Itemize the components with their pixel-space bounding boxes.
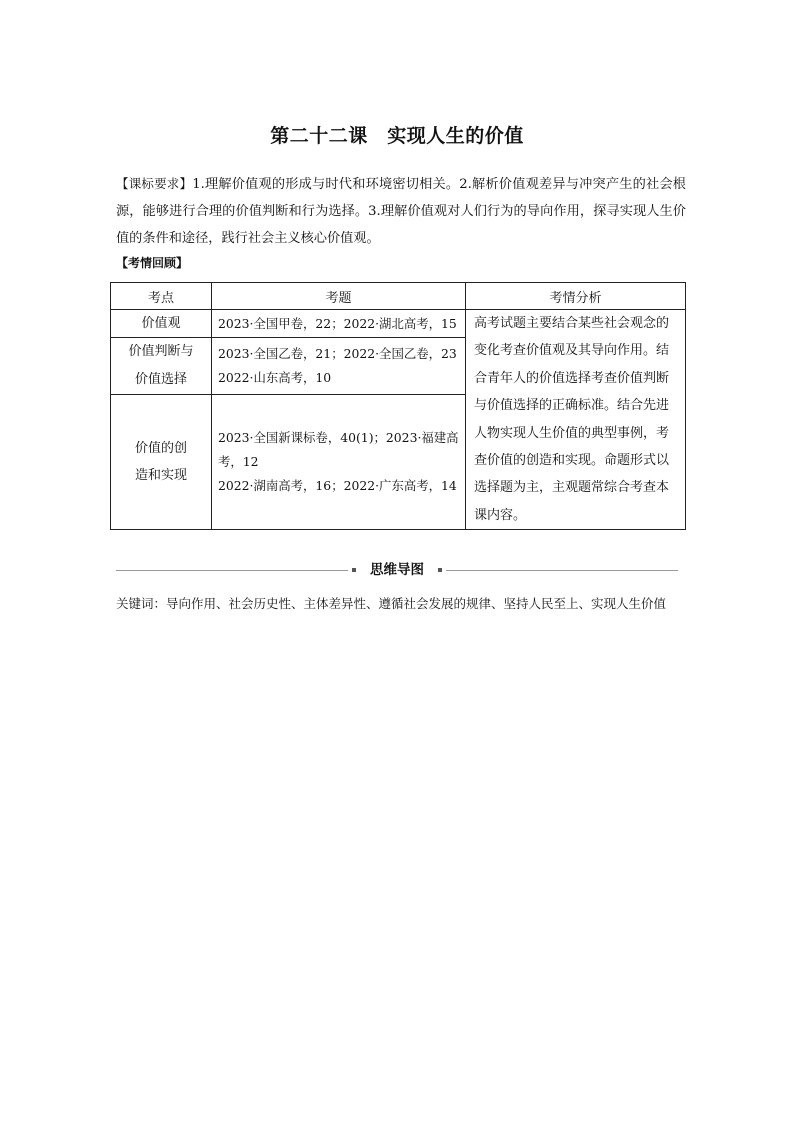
mindmap-divider: [116, 560, 678, 580]
topic-line: 2023·全国新课标卷，40(1)；2023·福建高考，12: [218, 430, 459, 470]
header-topic: 考题: [212, 283, 466, 310]
row-point: 价值的创造和实现: [111, 395, 212, 530]
keywords-list: 导向作用、社会历史性、主体差异性、遵循社会发展的规律、坚持人民至上、实现人生价值: [166, 596, 667, 611]
table-header-row: [111, 283, 686, 310]
row-point: 价值观: [111, 310, 212, 338]
row-topic: [212, 395, 466, 530]
row-topic: 2023·全国甲卷，22；2022·湖北高考，15: [212, 310, 466, 338]
row-point: 价值判断与价值选择: [111, 338, 212, 395]
exam-review-table: [110, 282, 686, 530]
table-row: [111, 310, 686, 338]
topic-line: 2022·湖南高考，16；2022·广东高考，14: [218, 478, 457, 494]
mindmap-heading: 思维导图: [370, 562, 424, 578]
page-title: 第二十二课 实现人生的价值: [270, 125, 524, 147]
keywords-label: 关键词：: [116, 596, 167, 611]
divider-dot-right: [438, 568, 442, 572]
header-analysis: 考情分析: [466, 283, 686, 310]
topic-line: 2023·全国乙卷，21；2022·全国乙卷，23: [218, 346, 457, 362]
requirements-text: 1.理解价值观的形成与时代和环境密切相关。2.解析价值观差异与冲突产生的社会根源，能够进行合理的价值判断和行为选择。3.理解价值观对人们行为的导向作用，探寻实现人生价值的条件和途径，践行社会主义核心价值观。: [116, 177, 686, 246]
divider-line-right: [446, 570, 678, 571]
topic-line: 2022·山东高考，10: [218, 370, 332, 386]
analysis-cell: 高考试题主要结合某些社会观念的变化考查价值观及其导向作用。结合青年人的价值选择考查价值判断与价值选择的正确标准。结合先进人物实现人生价值的典型事例，考查价值的创造和实现。命题形式以选择题为主，主观题常综合考查本课内容。: [466, 310, 686, 530]
requirements-label: 【课标要求】: [116, 176, 193, 191]
keywords: [116, 591, 682, 617]
row-topic: [212, 338, 466, 395]
exam-review-label: 【考情回顾】: [116, 256, 189, 270]
curriculum-requirements: [116, 170, 686, 252]
header-point: 考点: [111, 283, 212, 310]
